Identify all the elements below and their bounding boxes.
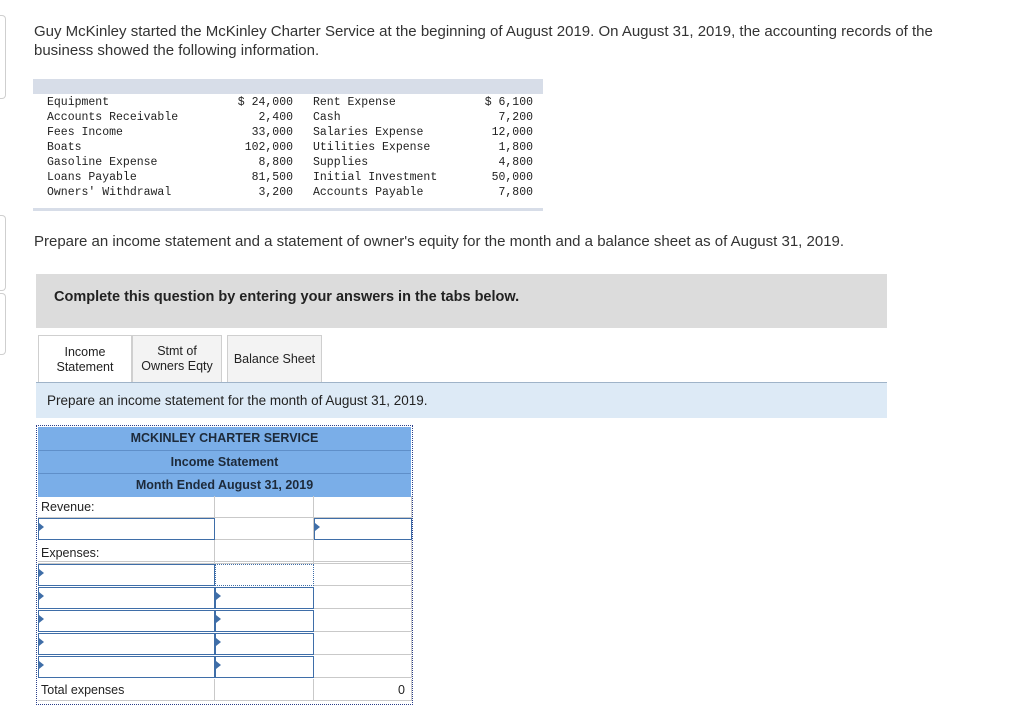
expense-account-input[interactable] xyxy=(38,564,215,586)
tab-income-statement[interactable] xyxy=(38,335,132,384)
statement-company-name: MCKINLEY CHARTER SERVICE xyxy=(38,427,411,450)
account-row xyxy=(47,125,533,140)
tab-balance-sheet[interactable] xyxy=(227,335,322,383)
empty-cell xyxy=(314,633,412,655)
account-name: Initial Investment xyxy=(313,171,438,184)
expense-account-input[interactable] xyxy=(38,633,215,655)
account-name: Cash xyxy=(313,111,341,124)
account-name: Gasoline Expense xyxy=(47,156,158,169)
tab-stmt-owners-eqty[interactable] xyxy=(132,335,222,383)
empty-cell xyxy=(314,656,412,678)
account-row xyxy=(47,140,533,155)
revenue-label: Revenue: xyxy=(38,496,215,518)
revenue-input-row xyxy=(38,518,412,540)
account-value: 81,500 xyxy=(251,171,293,184)
tab-label-line2: Owners Eqty xyxy=(141,359,213,373)
account-value: 7,800 xyxy=(498,186,533,199)
expense-account-input[interactable] xyxy=(38,656,215,678)
empty-cell xyxy=(314,587,412,609)
empty-cell xyxy=(314,564,412,586)
expense-input-row xyxy=(38,633,412,655)
account-row xyxy=(47,185,533,200)
empty-cell xyxy=(215,679,314,701)
expense-amount-input[interactable] xyxy=(215,564,314,586)
account-name: Supplies xyxy=(313,156,369,169)
expense-amount-input[interactable] xyxy=(215,587,314,609)
account-value: 4,800 xyxy=(498,156,533,169)
tab-label-line1: Income xyxy=(64,344,106,359)
empty-cell xyxy=(314,542,412,564)
dropdown-marker-icon xyxy=(39,615,44,623)
expense-amount-input[interactable] xyxy=(215,656,314,678)
account-name: Loans Payable xyxy=(47,171,137,184)
expense-account-input[interactable] xyxy=(38,587,215,609)
dropdown-marker-icon xyxy=(39,523,44,531)
income-statement-form xyxy=(36,425,413,705)
account-name: Boats xyxy=(47,141,82,154)
account-name: Accounts Receivable xyxy=(47,111,179,124)
account-value: 3,200 xyxy=(258,186,293,199)
account-data-table xyxy=(47,95,533,200)
account-name: Owners' Withdrawal xyxy=(47,186,172,199)
tab-label-line2: Statement xyxy=(56,359,114,374)
account-value: 8,800 xyxy=(258,156,293,169)
question-prompt: Prepare an income statement and a statement of owner's equity for the month and a balance sheet as of August 31, 2019. xyxy=(34,233,845,250)
revenue-amount-input[interactable] xyxy=(314,518,412,540)
account-row xyxy=(47,170,533,185)
account-value: 102,000 xyxy=(244,141,293,154)
account-value: 50,000 xyxy=(491,171,533,184)
account-name: Salaries Expense xyxy=(313,126,424,139)
total-expenses-row xyxy=(38,679,412,701)
dropdown-marker-icon xyxy=(216,615,221,623)
data-box-bottom-bar xyxy=(33,208,543,211)
account-row xyxy=(47,95,533,110)
account-name: Utilities Expense xyxy=(313,141,431,154)
expense-amount-input[interactable] xyxy=(215,610,314,632)
expense-input-row xyxy=(38,564,412,586)
dropdown-marker-icon xyxy=(315,523,320,531)
account-name: Rent Expense xyxy=(313,96,396,109)
complete-banner-text: Complete this question by entering your answers in the tabs below. xyxy=(54,289,520,305)
account-name: Accounts Payable xyxy=(313,186,424,199)
dropdown-marker-icon xyxy=(39,569,44,577)
empty-cell xyxy=(215,518,314,540)
expenses-label: Expenses: xyxy=(38,542,215,564)
statement-title: Income Statement xyxy=(38,450,411,474)
dropdown-marker-icon xyxy=(216,638,221,646)
account-name: Fees Income xyxy=(47,126,123,139)
dropdown-marker-icon xyxy=(216,661,221,669)
expense-input-row xyxy=(38,587,412,609)
empty-cell xyxy=(215,542,314,564)
tab-label-line1: Stmt of xyxy=(157,344,197,358)
complete-banner xyxy=(36,274,887,328)
revenue-account-input[interactable] xyxy=(38,518,215,540)
account-value: $ 6,100 xyxy=(484,96,533,109)
dropdown-marker-icon xyxy=(39,592,44,600)
account-value: 2,400 xyxy=(258,111,293,124)
statement-period: Month Ended August 31, 2019 xyxy=(38,473,411,497)
account-row xyxy=(47,155,533,170)
tab-label xyxy=(234,352,315,367)
left-edge-tab xyxy=(0,15,6,99)
dropdown-marker-icon xyxy=(216,592,221,600)
revenue-label-row xyxy=(38,496,412,518)
intro-text: Guy McKinley started the McKinley Charter Service at the beginning of August 2019. On August 31, 2019, the accounting records of the business showed the following information. xyxy=(34,23,933,59)
empty-cell xyxy=(314,610,412,632)
data-box-top-bar xyxy=(33,79,543,94)
total-expenses-label: Total expenses xyxy=(38,679,215,701)
empty-cell xyxy=(215,496,314,518)
dropdown-marker-icon xyxy=(39,661,44,669)
dropdown-marker-icon xyxy=(39,638,44,646)
expense-amount-input[interactable] xyxy=(215,633,314,655)
expenses-label-row xyxy=(38,542,412,564)
instruction-text: Prepare an income statement for the month of August 31, 2019. xyxy=(47,393,428,408)
expense-input-row xyxy=(38,656,412,678)
tab-label xyxy=(141,344,213,374)
total-expenses-value: 0 xyxy=(314,679,412,701)
account-value: 1,800 xyxy=(498,141,533,154)
account-value: 12,000 xyxy=(491,126,533,139)
tab-label-line1: Balance Sheet xyxy=(233,351,316,366)
tab-label xyxy=(57,345,114,375)
instruction-banner xyxy=(36,383,887,418)
expense-input-row xyxy=(38,610,412,632)
account-row xyxy=(47,110,533,125)
left-edge-tab xyxy=(0,215,6,291)
account-value: 7,200 xyxy=(498,111,533,124)
empty-cell xyxy=(314,496,412,518)
left-edge-tab xyxy=(0,293,6,355)
account-name: Equipment xyxy=(47,96,110,109)
expense-account-input[interactable] xyxy=(38,610,215,632)
account-data-box xyxy=(33,79,543,211)
account-value: $ 24,000 xyxy=(237,96,293,109)
account-value: 33,000 xyxy=(251,126,293,139)
